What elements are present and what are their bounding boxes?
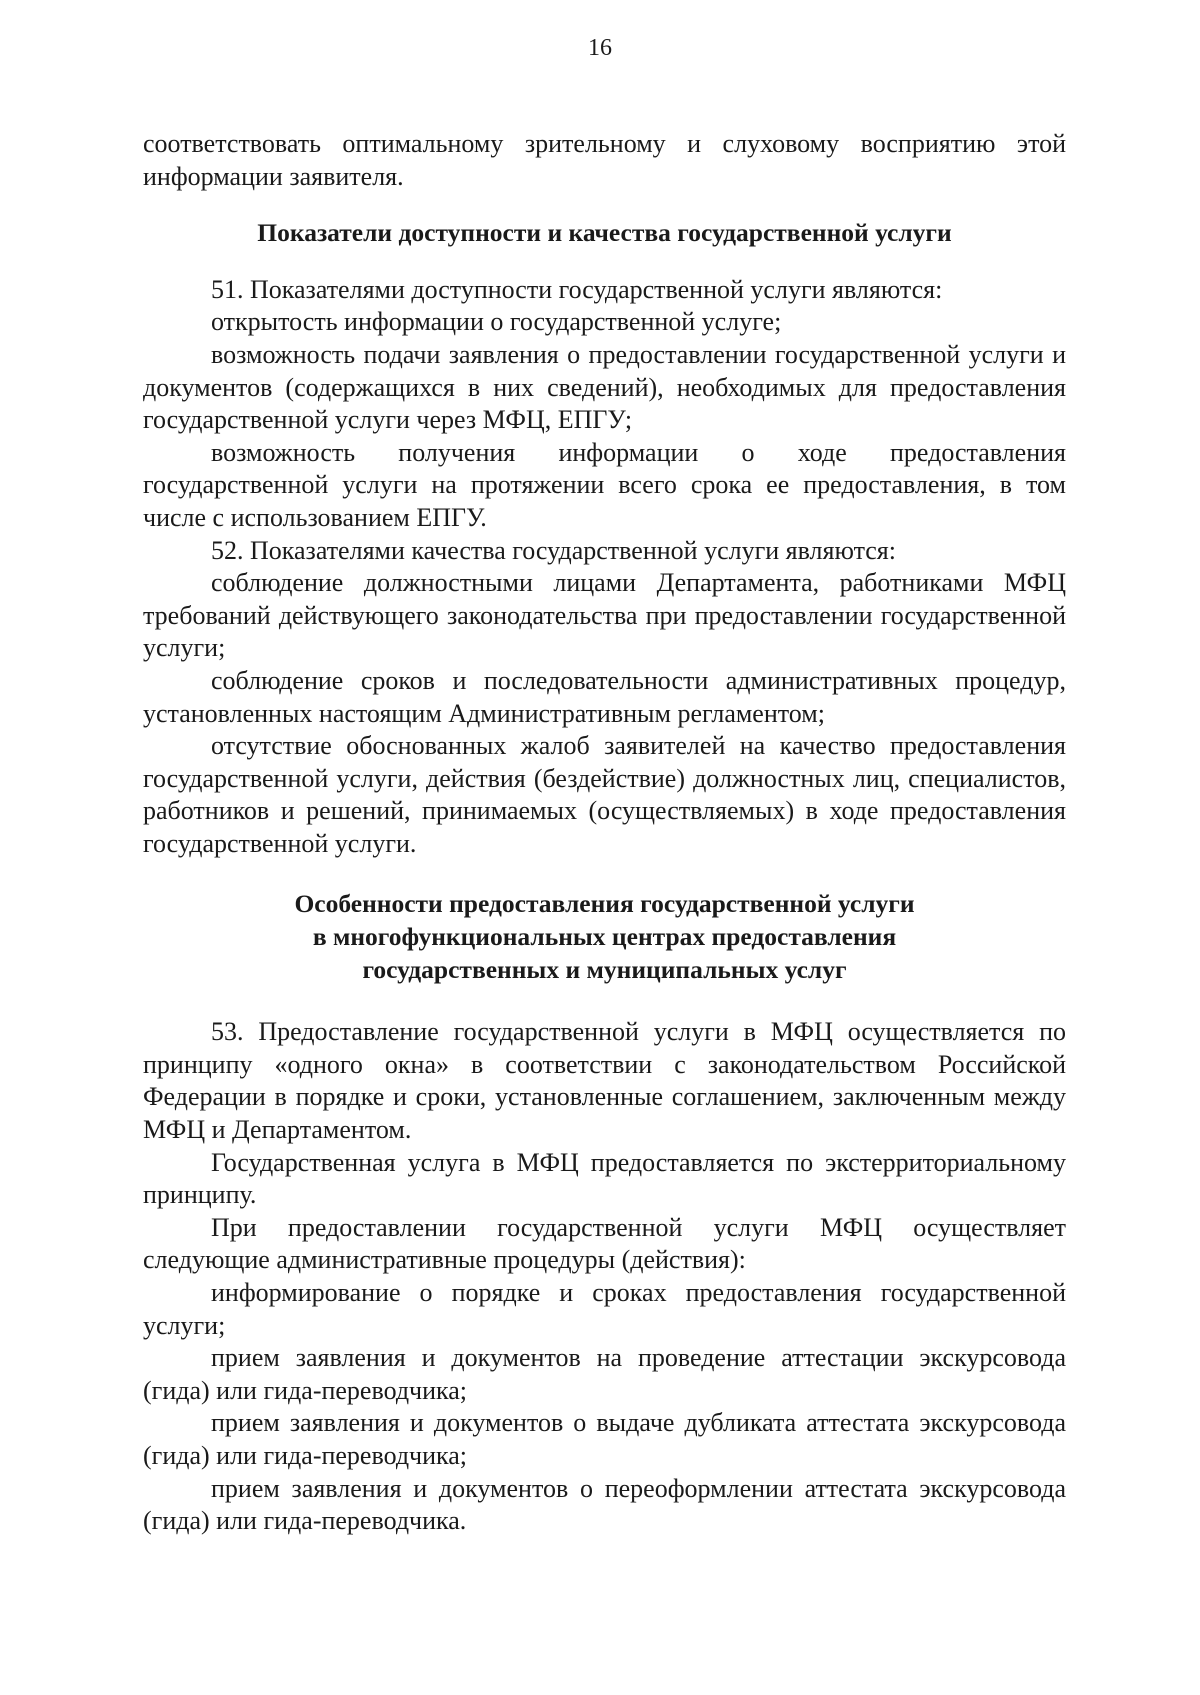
paragraph-no-complaints: отсутствие обоснованных жалоб заявителей на качество предоставления государственной услуги, действия (бездействие) должностных лиц, специалистов, работников и решений, принимаемых (осуществляемых) в ходе предоставления государственной услуги. xyxy=(143,731,1066,858)
page-number: 16 xyxy=(588,35,612,61)
section-heading-mfc xyxy=(143,888,1066,986)
heading-line-2: в многофункциональных центрах предоставления xyxy=(312,922,897,952)
paragraph-compliance: соблюдение должностными лицами Департамента, работниками МФЦ требований действующего законодательства при предоставлении государственной услуги; xyxy=(143,568,1066,663)
paragraph-extraterritorial: Государственная услуга в МФЦ предоставляется по экстерриториальному принципу. xyxy=(143,1147,1066,1210)
paragraph-progress-info: возможность получения информации о ходе предоставления государственной услуги на протяжении всего срока ее предоставления, в том числе с использованием ЕПГУ. xyxy=(143,437,1066,532)
paragraph-informing: информирование о порядке и сроках предоставления государственной услуги; xyxy=(143,1278,1066,1340)
paragraph-52: 52. Показателями качества государственной услуги являются: xyxy=(211,535,896,565)
paragraph-duplicate: прием заявления и документов о выдаче дубликата аттестата экскурсовода (гида) или гида-переводчика; xyxy=(143,1408,1066,1470)
section-heading-accessibility: Показатели доступности и качества государственной услуги xyxy=(257,218,952,248)
paragraph-51: 51. Показателями доступности государственной услуги являются: xyxy=(211,274,943,304)
heading-line-3: государственных и муниципальных услуг xyxy=(362,954,847,984)
paragraph-53: 53. Предоставление государственной услуги в МФЦ осуществляется по принципу «одного окна» в соответствии с законодательством Российской Федерации в порядке и сроки, установленные соглашением, заключенным между МФЦ и Департаментом. xyxy=(143,1017,1066,1145)
paragraph-submission: возможность подачи заявления о предоставлении государственной услуги и документов (содержащихся в них сведений), необходимых для предоставления государственной услуги через МФЦ, ЕПГУ; xyxy=(143,339,1066,435)
section-accessibility-body xyxy=(143,274,1066,861)
paragraph-procedures: При предоставлении государственной услуги МФЦ осуществляет следующие административные процедуры (действия): xyxy=(143,1212,1066,1275)
paragraph-certification: прием заявления и документов на проведение аттестации экскурсовода (гида) или гида-переводчика; xyxy=(143,1343,1066,1405)
heading-line-1: Особенности предоставления государственной услуги xyxy=(294,889,915,919)
paragraph-reissue: прием заявления и документов о переоформлении аттестата экскурсовода (гида) или гида-переводчика. xyxy=(143,1473,1066,1536)
paragraph-openness: открытость информации о государственной услуге; xyxy=(211,307,782,337)
document-body xyxy=(143,128,1066,1538)
paragraph-intro: соответствовать оптимальному зрительному и слуховому восприятию этой информации заявителя. xyxy=(143,129,1066,191)
section-mfc-body xyxy=(143,1016,1066,1538)
paragraph-deadlines: соблюдение сроков и последовательности административных процедур, установленных настоящим Административным регламентом; xyxy=(143,665,1066,728)
